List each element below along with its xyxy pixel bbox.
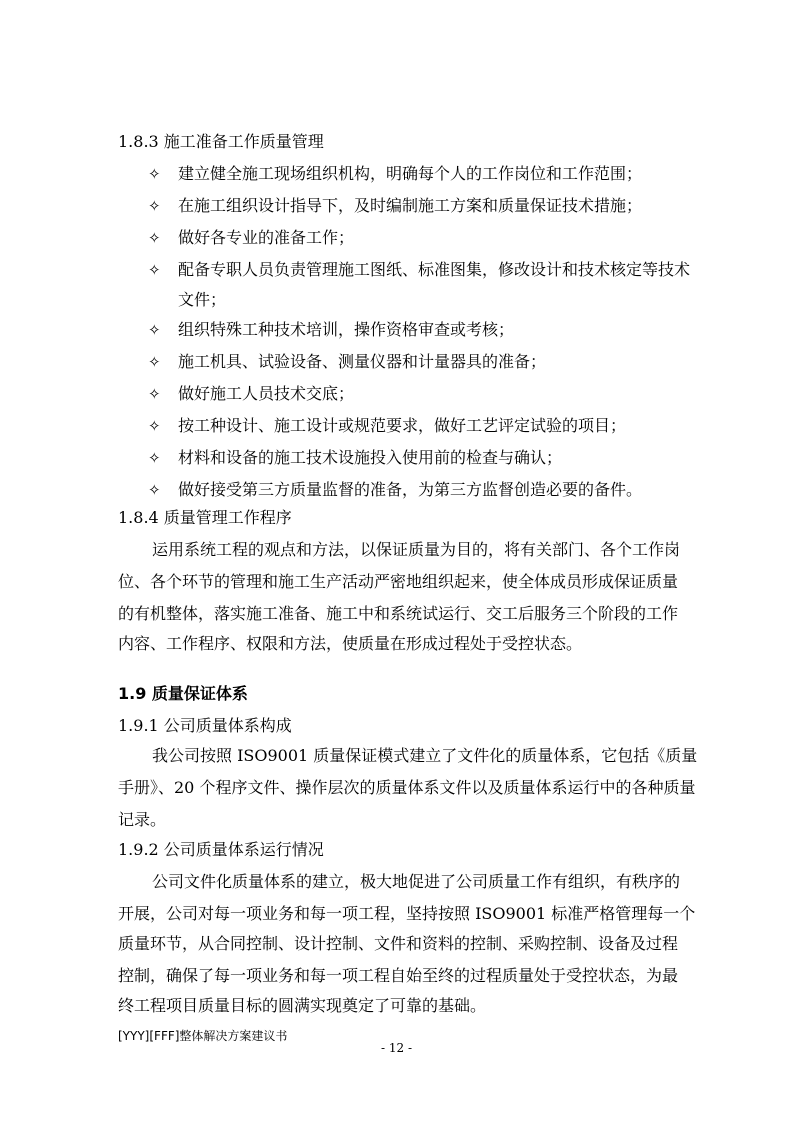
paragraph-line: 质量环节，从合同控制、设计控制、文件和资料的控制、采购控制、设备及过程: [118, 934, 679, 953]
list-item: 组织特殊工种技术培训，操作资格审查或考核；: [178, 320, 515, 339]
heading-1-8-4: 1.8.4 质量管理工作程序: [118, 508, 292, 527]
list-item-continuation: 文件；: [178, 290, 227, 309]
list-item: 建立健全施工现场组织机构，明确每个人的工作岗位和工作范围；: [178, 164, 643, 183]
paragraph-line: 终工程项目质量目标的圆满实现奠定了可靠的基础。: [118, 996, 487, 1015]
paragraph-line: 记录。: [118, 810, 167, 829]
list-item: 做好接受第三方质量监督的准备，为第三方监督创造必要的备件。: [178, 480, 643, 499]
paragraph-line: 我公司按照 ISO9001 质量保证模式建立了文件化的质量体系，它包括《质量: [152, 746, 698, 765]
page-number: - 12 -: [380, 1041, 412, 1055]
bullet-icon: ✧: [148, 229, 161, 247]
list-item: 按工种设计、施工设计或规范要求，做好工艺评定试验的项目；: [178, 416, 627, 435]
paragraph-line: 的有机整体，落实施工准备、施工中和系统试运行、交工后服务三个阶段的工作: [118, 604, 679, 623]
list-item: 做好施工人员技术交底；: [178, 384, 355, 403]
bullet-icon: ✧: [148, 417, 161, 435]
paragraph-line: 公司文件化质量体系的建立，极大地促进了公司质量工作有组织，有秩序的: [152, 872, 681, 891]
bullet-icon: ✧: [148, 385, 161, 403]
paragraph-line: 开展，公司对每一项业务和每一项工程，坚持按照 ISO9001 标准严格管理每一个: [118, 904, 696, 923]
bullet-icon: ✧: [148, 481, 161, 499]
bullet-icon: ✧: [148, 353, 161, 371]
paragraph-line: 内容、工作程序、权限和方法，使质量在形成过程处于受控状态。: [118, 634, 583, 653]
footer-label: [YYY][FFF]整体解决方案建议书: [118, 1029, 288, 1043]
list-item: 做好各专业的准备工作；: [178, 228, 355, 247]
paragraph-line: 位、各个环节的管理和施工生产活动严密地组织起来，使全体成员形成保证质量: [118, 572, 679, 591]
bullet-icon: ✧: [148, 261, 161, 279]
bullet-icon: ✧: [148, 165, 161, 183]
heading-1-9-1: 1.9.1 公司质量体系构成: [118, 716, 292, 735]
list-item: 在施工组织设计指导下，及时编制施工方案和质量保证技术措施；: [178, 196, 643, 215]
paragraph-line: 运用系统工程的观点和方法，以保证质量为目的，将有关部门、各个工作岗: [152, 540, 681, 559]
list-item: 配备专职人员负责管理施工图纸、标准图集，修改设计和技术核定等技术: [178, 260, 691, 279]
bullet-icon: ✧: [148, 321, 161, 339]
heading-1-8-3: 1.8.3 施工准备工作质量管理: [118, 132, 324, 151]
bullet-icon: ✧: [148, 449, 161, 467]
paragraph-line: 手册》、20 个程序文件、操作层次的质量体系文件以及质量体系运行中的各种质量: [118, 778, 696, 797]
paragraph-line: 控制，确保了每一项业务和每一项工程自始至终的过程质量处于受控状态，为最: [118, 966, 679, 985]
list-item: 施工机具、试验设备、测量仪器和计量器具的准备；: [178, 352, 547, 371]
list-item: 材料和设备的施工技术设施投入使用前的检查与确认；: [178, 448, 563, 467]
heading-1-9: 1.9 质量保证体系: [118, 684, 248, 703]
heading-1-9-2: 1.9.2 公司质量体系运行情况: [118, 840, 324, 859]
bullet-icon: ✧: [148, 197, 161, 215]
